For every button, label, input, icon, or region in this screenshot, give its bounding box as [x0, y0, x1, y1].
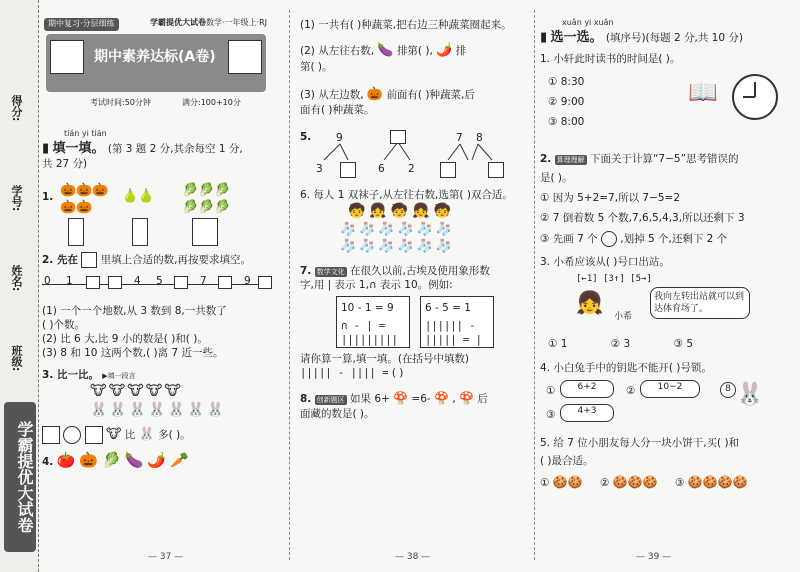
- cow-icon: 🐮: [106, 427, 122, 443]
- sec1-title: 填一填。: [52, 140, 105, 156]
- numline-label: 7: [200, 274, 207, 287]
- q2-option-3a[interactable]: ③ 先画 7 个: [540, 233, 598, 246]
- binding-margin: [0, 0, 39, 572]
- column-1: [42, 18, 274, 470]
- example-eq: 10 - 1 = 9: [341, 302, 394, 315]
- lock-icon[interactable]: 4+3: [560, 404, 614, 422]
- column-divider: [534, 10, 535, 560]
- glyph-eq-icon: ||||| - |||| =: [300, 367, 389, 380]
- cookie-option-2[interactable]: ②: [600, 476, 610, 489]
- cow-row-icon: 🐮🐮🐮🐮🐮: [90, 383, 183, 400]
- bond-box[interactable]: [340, 162, 356, 178]
- lock-icon[interactable]: 10−2: [640, 380, 700, 398]
- clock-hand-icon: [754, 82, 756, 97]
- class-label: 班级:: [10, 345, 23, 372]
- glyph-eq-icon: |||||| - ||||| = |: [425, 320, 482, 347]
- numline-box[interactable]: [174, 276, 188, 289]
- number-line-axis: [42, 284, 268, 285]
- lock-label-2[interactable]: ②: [626, 384, 636, 397]
- q1-option[interactable]: ② 9:00: [548, 95, 585, 108]
- q8b: =6-: [411, 393, 431, 406]
- c3-q5b: ( )最合适。: [540, 454, 594, 467]
- q4-3: (3) 从左边数,: [300, 88, 364, 101]
- q2-option[interactable]: ② 7 倒着数 5 个数,7,6,5,4,3,所以还剩下 3: [540, 211, 745, 224]
- cookie-box-icon: 🍪🍪: [552, 474, 583, 489]
- girl-icon: 👧: [576, 291, 604, 317]
- title-banner: [46, 34, 266, 92]
- example-box: [420, 296, 494, 348]
- sec1-desc: (第 3 题 2 分,其余每空 1 分,: [107, 142, 243, 155]
- q2a: 下面关于计算“7−5”思考错误的: [589, 153, 739, 166]
- page-number: — 37 —: [148, 552, 184, 562]
- q1-number: 1.: [42, 190, 54, 203]
- q3-compare: 比: [124, 429, 136, 442]
- answer-box[interactable]: [85, 426, 103, 444]
- answer-box[interactable]: [68, 218, 84, 246]
- q4-2: (2) 从左往右数,: [300, 45, 375, 58]
- q2-2: (2) 比 6 大,比 9 小的数是( )和( )。: [42, 332, 208, 345]
- example-eq: 6 - 5 = 1: [425, 302, 471, 315]
- page-number: — 39 —: [636, 552, 672, 562]
- sec2-pinyin: xuǎn yi xuǎn: [562, 18, 614, 27]
- q6: 6. 每人 1 双袜子,从左往右数,选第( )双合适。: [300, 188, 513, 201]
- header-series: 学霸提优大试卷: [150, 18, 206, 27]
- cookie-box-icon: 🍪🍪🍪: [612, 474, 658, 489]
- exam-time: 考试时间:50分钟: [90, 98, 151, 107]
- q8-tag: 创新题区: [316, 396, 345, 405]
- numline-label: 4: [134, 274, 141, 287]
- q4-3c: 面有( )种蔬菜。: [300, 104, 375, 117]
- bond-box[interactable]: [390, 130, 406, 144]
- c3-q3: 3. 小希应该从( )号口出站。: [540, 256, 670, 269]
- q1-option[interactable]: ① 8:30: [548, 75, 585, 88]
- speech-bubble: 我向左转出站就可以到达体育场了。: [650, 287, 750, 319]
- bond-box[interactable]: [488, 162, 504, 178]
- reading-boy-icon: 📖: [688, 78, 718, 107]
- q3-option[interactable]: ② 3: [610, 338, 631, 351]
- bond-number: 3: [316, 162, 323, 175]
- lock-label-3[interactable]: ③: [546, 408, 556, 421]
- q3-scene: [540, 273, 790, 333]
- cookie-option-3[interactable]: ③: [674, 476, 685, 489]
- sec1-desc2: 共 27 分): [42, 158, 88, 171]
- q8-number: 8.: [300, 393, 312, 406]
- q3-hint: ▶填一段言: [102, 372, 136, 381]
- q1-option[interactable]: ③ 8:00: [548, 115, 585, 128]
- q7-ask: 请你算一算,填一填。(在括号中填数): [300, 353, 470, 366]
- q2-tag: 算理理解: [556, 156, 585, 165]
- numline-box[interactable]: [218, 276, 232, 289]
- qr-code-icon: [228, 40, 262, 74]
- exam-score: 满分:100+10分: [182, 98, 241, 107]
- sec2-icon: ▮: [540, 29, 548, 45]
- q2-number: 2.: [540, 153, 552, 166]
- mushroom-icon: 🍄: [459, 391, 475, 406]
- numline-label: 1: [66, 274, 73, 287]
- circle-icon: [601, 231, 617, 247]
- q3-option[interactable]: ① 1: [548, 338, 568, 351]
- exit-signs-icon: [←1] [3↑] [5→]: [576, 274, 652, 285]
- name-label: 姓名:: [10, 265, 23, 292]
- q2-option[interactable]: ① 因为 5+2=7,所以 7−5=2: [540, 191, 681, 204]
- q2-option-3b[interactable]: ,划掉 5 个,还剩下 2 个: [620, 233, 728, 246]
- sec2-desc: (填序号)(每题 2 分,共 10 分): [605, 31, 743, 44]
- example-box: [336, 296, 410, 348]
- pumpkin-group-icon: 🎃🎃🎃 🎃🎃: [60, 182, 109, 216]
- bond-box[interactable]: [440, 162, 456, 178]
- q1-block: [42, 178, 274, 250]
- q4-3b: 前面有( )种蔬菜,后: [386, 88, 475, 101]
- key-number: 8: [720, 382, 736, 398]
- bond-number: 7: [456, 131, 463, 144]
- answer-box[interactable]: [192, 218, 218, 246]
- header-badge: 期中复习·分层细练: [44, 18, 119, 31]
- q8e: 面藏的数是( )。: [300, 407, 375, 420]
- rabbit-icon: 🐰: [736, 381, 764, 407]
- vegetable-row-icon: 🍅🎃🥬🍆🌶️🥕: [56, 451, 193, 470]
- q4-locks: [540, 380, 790, 428]
- pear-group-icon: 🍐🍐: [122, 188, 155, 204]
- numline-box[interactable]: [86, 276, 100, 289]
- q3-option[interactable]: ③ 5: [673, 338, 693, 351]
- number-line: [42, 272, 274, 296]
- q7-tag: 数学文化: [316, 267, 345, 276]
- rabbit-icon: 🐰: [138, 427, 155, 443]
- q5-block: [300, 130, 530, 182]
- numline-label: 0: [44, 274, 51, 287]
- q2-3: (3) 8 和 10 这两个数,( )离 7 近一些。: [42, 347, 224, 360]
- cookie-option-1[interactable]: ①: [540, 476, 550, 489]
- brand-banner: 学霸提优大试卷: [4, 402, 36, 552]
- q7-answer[interactable]: ( ): [391, 367, 404, 380]
- mushroom-icon: 🍄: [393, 391, 409, 406]
- numline-box[interactable]: [108, 276, 122, 289]
- q8a: 如果 6+: [349, 393, 390, 406]
- c3-q4: 4. 小白兔手中的钥匙不能开( )号锁。: [540, 362, 712, 375]
- c3-q5: 5. 给 7 位小朋友每人分一块小饼干,买( )和: [540, 436, 740, 449]
- bond-number: 6: [378, 162, 385, 175]
- socks-row-icon: 🧦🧦🧦🧦🧦🧦: [340, 239, 456, 255]
- pumpkin-icon: 🎃: [366, 86, 384, 102]
- column-divider: [289, 10, 290, 560]
- socks-row-icon: 🧦🧦🧦🧦🧦🧦: [340, 221, 456, 237]
- q4-2b: 排第( ),: [396, 45, 433, 58]
- column-2: [300, 18, 530, 421]
- q2-1b: ( )个数。: [42, 318, 86, 331]
- exam-title: 期中素养达标(A卷): [94, 49, 216, 65]
- rabbit-row-icon: 🐰🐰🐰🐰🐰🐰🐰: [90, 402, 227, 419]
- q8c: ,: [452, 393, 456, 406]
- numline-label: 5: [156, 274, 163, 287]
- score-label: 得分:: [10, 95, 23, 122]
- q1-block: [540, 52, 790, 144]
- sec1-icon: ▮: [42, 140, 50, 156]
- answer-box[interactable]: [42, 426, 60, 444]
- q8d: 后: [477, 393, 488, 406]
- clock-icon: [732, 74, 778, 120]
- answer-box[interactable]: [132, 218, 148, 246]
- box-icon: [81, 252, 97, 268]
- bond-number: 9: [336, 131, 343, 144]
- children-row-icon: 🧒👧🧒👧🧒: [348, 202, 456, 219]
- lock-icon[interactable]: 6+2: [560, 380, 614, 398]
- sec2-title: 选一选。: [550, 29, 603, 45]
- eggplant-icon: 🍆: [377, 43, 394, 59]
- clock-hand-icon: [743, 96, 755, 98]
- q4-1: (1) 一共有( )种蔬菜,把右边三种蔬菜圈起来。: [300, 19, 512, 31]
- q4-2d: 第( )。: [300, 60, 333, 73]
- c3-q1: 1. 小轩此时读书的时间是( )。: [540, 53, 681, 66]
- column-3: [540, 18, 790, 490]
- cookie-box-icon: 🍪🍪🍪🍪: [687, 474, 748, 489]
- numline-label: 9: [244, 274, 251, 287]
- circle-box[interactable]: [63, 426, 81, 444]
- lock-label-1[interactable]: ①: [546, 384, 556, 397]
- q4-2c: 排: [455, 45, 467, 58]
- q2-text: 2. 先在: [42, 253, 78, 266]
- bond-number: 2: [408, 162, 415, 175]
- q2b: 是( )。: [540, 171, 573, 184]
- q5-number: 5.: [300, 130, 312, 143]
- header-subject: 数学·一年级上·RJ: [206, 18, 268, 27]
- glyph-eq-icon: ∩ - | = |||||||||: [341, 320, 398, 347]
- mushroom-icon: 🍄: [434, 391, 450, 406]
- q4-number: 4.: [42, 456, 54, 469]
- q7-examples: [300, 296, 530, 352]
- student-id-label: 学号:: [10, 185, 23, 212]
- q7b: 字,用 | 表示 1,∩ 表示 10。例如:: [300, 278, 453, 291]
- q2-text-b: 里填上合适的数,再按要求填空。: [100, 253, 251, 266]
- page-number: — 38 —: [395, 552, 431, 562]
- cabbage-group-icon: 🥬🥬🥬 🥬🥬🥬: [182, 182, 231, 216]
- girl-name: 小希: [614, 312, 633, 323]
- q3-more: 多( )。: [158, 429, 191, 442]
- qr-code-icon: [50, 40, 84, 74]
- q3-text: 3. 比一比。: [42, 369, 99, 382]
- chili-icon: 🌶️: [436, 43, 453, 59]
- exam-header: [42, 18, 274, 113]
- q7-number: 7.: [300, 264, 312, 277]
- q2-1: (1) 一个一个地数,从 3 数到 8,一共数了: [42, 304, 227, 317]
- q7a: 在很久以前,古埃及使用象形数: [349, 264, 490, 277]
- sec1-pinyin: tián yi tián: [64, 129, 107, 138]
- bond-number: 8: [476, 131, 483, 144]
- numline-box[interactable]: [258, 276, 272, 289]
